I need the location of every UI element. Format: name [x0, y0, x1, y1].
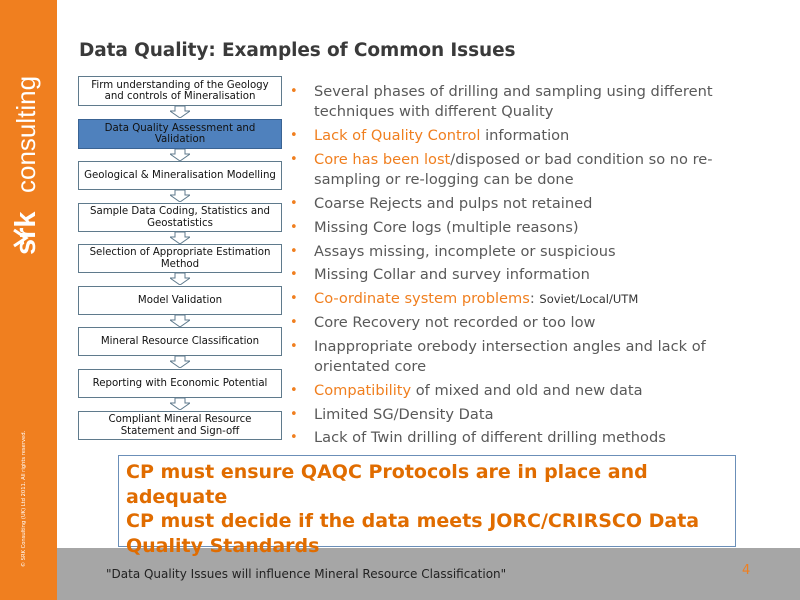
footer-quote: "Data Quality Issues will influence Mineral Resource Classification" — [106, 567, 507, 581]
down-arrow-icon — [170, 106, 190, 118]
list-item: • Core has been lost/disposed or bad condition so no re-sampling or re-logging can be done — [290, 150, 713, 189]
list-item: • Lack of Quality Control information — [290, 126, 740, 146]
issues-list — [290, 82, 740, 452]
page-title: Data Quality: Examples of Common Issues — [79, 40, 516, 61]
list-item: • Missing Core logs (multiple reasons) — [290, 218, 740, 238]
cp-line-qaqc: CP must ensure QAQC Protocols are in place and adequate — [126, 461, 648, 508]
bullet-icon: • — [290, 430, 298, 446]
bullet-icon: • — [290, 314, 298, 330]
bullet-icon: • — [290, 151, 298, 167]
bullet-icon: • — [290, 195, 298, 211]
sidebar — [0, 0, 57, 600]
list-item: • Lack of Twin drilling of different drilling methods — [290, 428, 740, 448]
list-item: • Several phases of drilling and sampling using different techniques with different Quality — [290, 83, 713, 121]
list-item: • Co-ordinate system problems: Soviet/Local/UTM — [290, 289, 740, 309]
list-item: • Limited SG/Density Data — [290, 405, 740, 425]
bullet-icon: • — [290, 382, 298, 398]
flow-step-data-quality: Data Quality Assessment and Validation — [78, 119, 282, 149]
bullet-icon: • — [290, 338, 298, 354]
bullet-icon: • — [290, 267, 298, 283]
down-arrow-icon — [170, 190, 190, 202]
down-arrow-icon — [170, 149, 190, 161]
bullet-icon: • — [290, 128, 298, 144]
bullet-icon: • — [290, 406, 298, 422]
list-item: • Assays missing, incomplete or suspicious — [290, 242, 740, 262]
bullet-icon: • — [290, 219, 298, 235]
list-item: • Compatibility of mixed and old and new data — [290, 381, 740, 401]
cp-callout — [118, 455, 736, 557]
list-item: • Inappropriate orebody intersection angles and lack of orientated core — [290, 337, 706, 376]
flow-step-statistics: Sample Data Coding, Statistics and Geostatistics — [78, 203, 282, 232]
list-item: • Coarse Rejects and pulps not retained — [290, 194, 740, 214]
flow-step-geology: Firm understanding of the Geology and controls of Mineralisation — [78, 76, 282, 106]
srk-logo — [8, 20, 48, 260]
cp-callout-text — [126, 460, 736, 558]
bullet-icon: • — [290, 291, 298, 307]
down-arrow-icon — [170, 315, 190, 327]
down-arrow-icon — [170, 232, 190, 244]
page-number: 4 — [742, 563, 751, 578]
flow-step-estimation: Selection of Appropriate Estimation Method — [78, 244, 282, 273]
logo-srk-text: srk — [10, 211, 42, 255]
bullet-icon: • — [290, 243, 298, 259]
copyright-text: © SRK Consulting (UK) Ltd 2011. All rights reserved. — [21, 430, 27, 568]
list-item: • Missing Collar and survey information — [290, 265, 740, 285]
down-arrow-icon — [170, 356, 190, 368]
flow-step-classification: Mineral Resource Classification — [78, 327, 282, 356]
flow-step-validation: Model Validation — [78, 286, 282, 315]
down-arrow-icon — [170, 273, 190, 285]
down-arrow-icon — [170, 398, 190, 410]
flow-step-modelling: Geological & Mineralisation Modelling — [78, 161, 282, 190]
flow-step-sign-off: Compliant Mineral Resource Statement and Sign-off — [78, 411, 282, 440]
cp-line-jorc: CP must decide if the data meets JORC/CRIRSCO Data Quality Standards — [126, 510, 700, 557]
bullet-icon: • — [290, 84, 298, 99]
flow-step-reporting: Reporting with Economic Potential — [78, 369, 282, 398]
copyright-notice — [17, 418, 31, 580]
list-item: • Core Recovery not recorded or too low — [290, 313, 740, 333]
logo-consulting-text: consulting — [11, 75, 41, 193]
